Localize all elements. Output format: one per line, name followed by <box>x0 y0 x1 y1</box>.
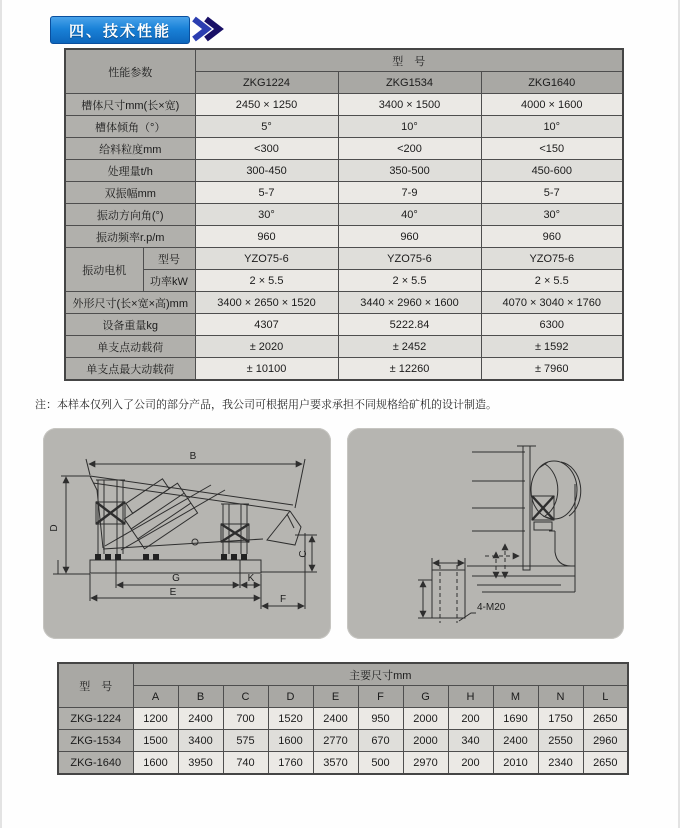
value-cell: 950 <box>358 708 403 730</box>
dim-row <box>58 730 628 752</box>
motor-group-label: 振动电机 <box>65 248 143 292</box>
row-label: 双振幅mm <box>65 182 195 204</box>
value-cell: 670 <box>358 730 403 752</box>
value-cell: 2770 <box>313 730 358 752</box>
row-label: 振动方向角(°) <box>65 204 195 226</box>
row-label: 外形尺寸(长×宽×高)mm <box>65 292 195 314</box>
dim-model-header-cell: 型 号 <box>58 663 133 708</box>
spec-row-motor-power <box>65 270 623 292</box>
spec-row <box>65 226 623 248</box>
value-cell: ± 10100 <box>195 358 338 381</box>
spec-row <box>65 138 623 160</box>
row-label: 功率kW <box>143 270 195 292</box>
value-cell: 960 <box>338 226 481 248</box>
spec-row <box>65 358 623 381</box>
row-label: 设备重量kg <box>65 314 195 336</box>
spec-row <box>65 94 623 116</box>
row-label: 处理量t/h <box>65 160 195 182</box>
row-label: 给料粒度mm <box>65 138 195 160</box>
dim-col-header: G <box>403 686 448 708</box>
dim-col-header: E <box>313 686 358 708</box>
spec-row <box>65 204 623 226</box>
value-cell: 3570 <box>313 752 358 775</box>
value-cell: 1500 <box>133 730 178 752</box>
dim-model-cell: ZKG-1534 <box>58 730 133 752</box>
dim-col-header: D <box>268 686 313 708</box>
value-cell: 7-9 <box>338 182 481 204</box>
value-cell: 2400 <box>178 708 223 730</box>
value-cell: 30° <box>481 204 623 226</box>
dim-label-k: K <box>247 573 255 584</box>
dim-label-c: C <box>298 550 309 558</box>
value-cell: 2 × 5.5 <box>481 270 623 292</box>
value-cell: ± 2452 <box>338 336 481 358</box>
section-title: 四、技术性能 <box>68 22 171 40</box>
spec-row <box>65 116 623 138</box>
dim-label-e: E <box>169 587 177 598</box>
row-label: 振动频率r.p/m <box>65 226 195 248</box>
dim-row <box>58 708 628 730</box>
value-cell: 575 <box>223 730 268 752</box>
dim-columns-row <box>58 686 628 708</box>
value-cell: 10° <box>481 116 623 138</box>
value-cell: 5-7 <box>481 182 623 204</box>
value-cell: ± 2020 <box>195 336 338 358</box>
value-cell: 3440 × 2960 × 1600 <box>338 292 481 314</box>
row-label: 型号 <box>143 248 195 270</box>
corner-label-cell: 性能参数 <box>65 49 195 94</box>
dim-label-d: D <box>49 524 60 532</box>
diagram-panel-end-view <box>347 428 624 639</box>
spec-row <box>65 314 623 336</box>
dim-col-header: M <box>493 686 538 708</box>
feeder-side-view-diagram <box>43 428 331 639</box>
value-cell: 1760 <box>268 752 313 775</box>
dim-col-header: B <box>178 686 223 708</box>
model-header-cell: ZKG1534 <box>338 72 481 94</box>
value-cell: 4307 <box>195 314 338 336</box>
value-cell: 2 × 5.5 <box>195 270 338 292</box>
spec-row <box>65 160 623 182</box>
value-cell: 960 <box>481 226 623 248</box>
model-group-header-cell: 型 号 <box>195 49 623 72</box>
value-cell: 5-7 <box>195 182 338 204</box>
value-cell: 4070 × 3040 × 1760 <box>481 292 623 314</box>
value-cell: 5° <box>195 116 338 138</box>
row-label: 单支点动载荷 <box>65 336 195 358</box>
value-cell: 4000 × 1600 <box>481 94 623 116</box>
value-cell: 2340 <box>538 752 583 775</box>
value-cell: 2650 <box>583 752 628 775</box>
value-cell: 3400 <box>178 730 223 752</box>
value-cell: 5222.84 <box>338 314 481 336</box>
section-title-badge <box>50 16 190 44</box>
value-cell: 40° <box>338 204 481 226</box>
value-cell: 1600 <box>268 730 313 752</box>
spec-table <box>64 48 624 381</box>
spec-row <box>65 336 623 358</box>
value-cell: 2450 × 1250 <box>195 94 338 116</box>
value-cell: <200 <box>338 138 481 160</box>
spec-row-motor-model <box>65 248 623 270</box>
value-cell: 1520 <box>268 708 313 730</box>
value-cell: 200 <box>448 752 493 775</box>
value-cell: 1600 <box>133 752 178 775</box>
value-cell: YZO75-6 <box>338 248 481 270</box>
dim-col-header: F <box>358 686 403 708</box>
dim-col-header: N <box>538 686 583 708</box>
dim-col-header: L <box>583 686 628 708</box>
value-cell: 700 <box>223 708 268 730</box>
value-cell: 960 <box>195 226 338 248</box>
value-cell: 1750 <box>538 708 583 730</box>
value-cell: 2650 <box>583 708 628 730</box>
dim-col-header: C <box>223 686 268 708</box>
value-cell: ± 12260 <box>338 358 481 381</box>
model-header-cell: ZKG1224 <box>195 72 338 94</box>
value-cell: 2400 <box>493 730 538 752</box>
exciter-box <box>118 473 198 549</box>
dim-col-header: A <box>133 686 178 708</box>
footnote: 注：本样本仅列入了公司的部分产品，我公司可根据用户要求承担不同规格给矿机的设计制造。 <box>35 399 497 411</box>
value-cell: 200 <box>448 708 493 730</box>
row-label: 槽体倾角（°） <box>65 116 195 138</box>
value-cell: 6300 <box>481 314 623 336</box>
double-chevron-icon <box>190 15 226 43</box>
dim-model-cell: ZKG-1224 <box>58 708 133 730</box>
bolt-spec-label: 4-M20 <box>477 602 506 613</box>
dim-label-f: F <box>279 594 287 605</box>
value-cell: ± 1592 <box>481 336 623 358</box>
spec-row <box>65 292 623 314</box>
value-cell: 450-600 <box>481 160 623 182</box>
value-cell: 2970 <box>403 752 448 775</box>
dim-label-b: B <box>189 451 197 462</box>
value-cell: 2000 <box>403 708 448 730</box>
value-cell: 3400 × 1500 <box>338 94 481 116</box>
value-cell: 2960 <box>583 730 628 752</box>
value-cell: 350-500 <box>338 160 481 182</box>
dim-header-row <box>58 663 628 686</box>
value-cell: 300-450 <box>195 160 338 182</box>
value-cell: YZO75-6 <box>481 248 623 270</box>
dim-label-g: G <box>172 573 180 584</box>
dim-model-cell: ZKG-1640 <box>58 752 133 775</box>
dim-row <box>58 752 628 775</box>
row-label: 槽体尺寸mm(长×宽) <box>65 94 195 116</box>
value-cell: YZO75-6 <box>195 248 338 270</box>
spec-row <box>65 182 623 204</box>
value-cell: 30° <box>195 204 338 226</box>
diagram-panel-side-view <box>43 428 331 639</box>
value-cell: 2010 <box>493 752 538 775</box>
value-cell: 1690 <box>493 708 538 730</box>
dimension-table <box>57 662 629 775</box>
value-cell: 2000 <box>403 730 448 752</box>
dim-col-header: H <box>448 686 493 708</box>
value-cell: 2400 <box>313 708 358 730</box>
value-cell: <300 <box>195 138 338 160</box>
value-cell: 10° <box>338 116 481 138</box>
model-header-cell: ZKG1640 <box>481 72 623 94</box>
value-cell: 2 × 5.5 <box>338 270 481 292</box>
value-cell: 3400 × 2650 × 1520 <box>195 292 338 314</box>
value-cell: 2550 <box>538 730 583 752</box>
spec-header-row <box>65 49 623 72</box>
value-cell: 3950 <box>178 752 223 775</box>
value-cell: 500 <box>358 752 403 775</box>
value-cell: ± 7960 <box>481 358 623 381</box>
value-cell: 740 <box>223 752 268 775</box>
feeder-end-view-diagram <box>347 428 624 639</box>
value-cell: <150 <box>481 138 623 160</box>
dim-group-header-cell: 主要尺寸mm <box>133 663 628 686</box>
value-cell: 340 <box>448 730 493 752</box>
row-label: 单支点最大动载荷 <box>65 358 195 381</box>
value-cell: 1200 <box>133 708 178 730</box>
